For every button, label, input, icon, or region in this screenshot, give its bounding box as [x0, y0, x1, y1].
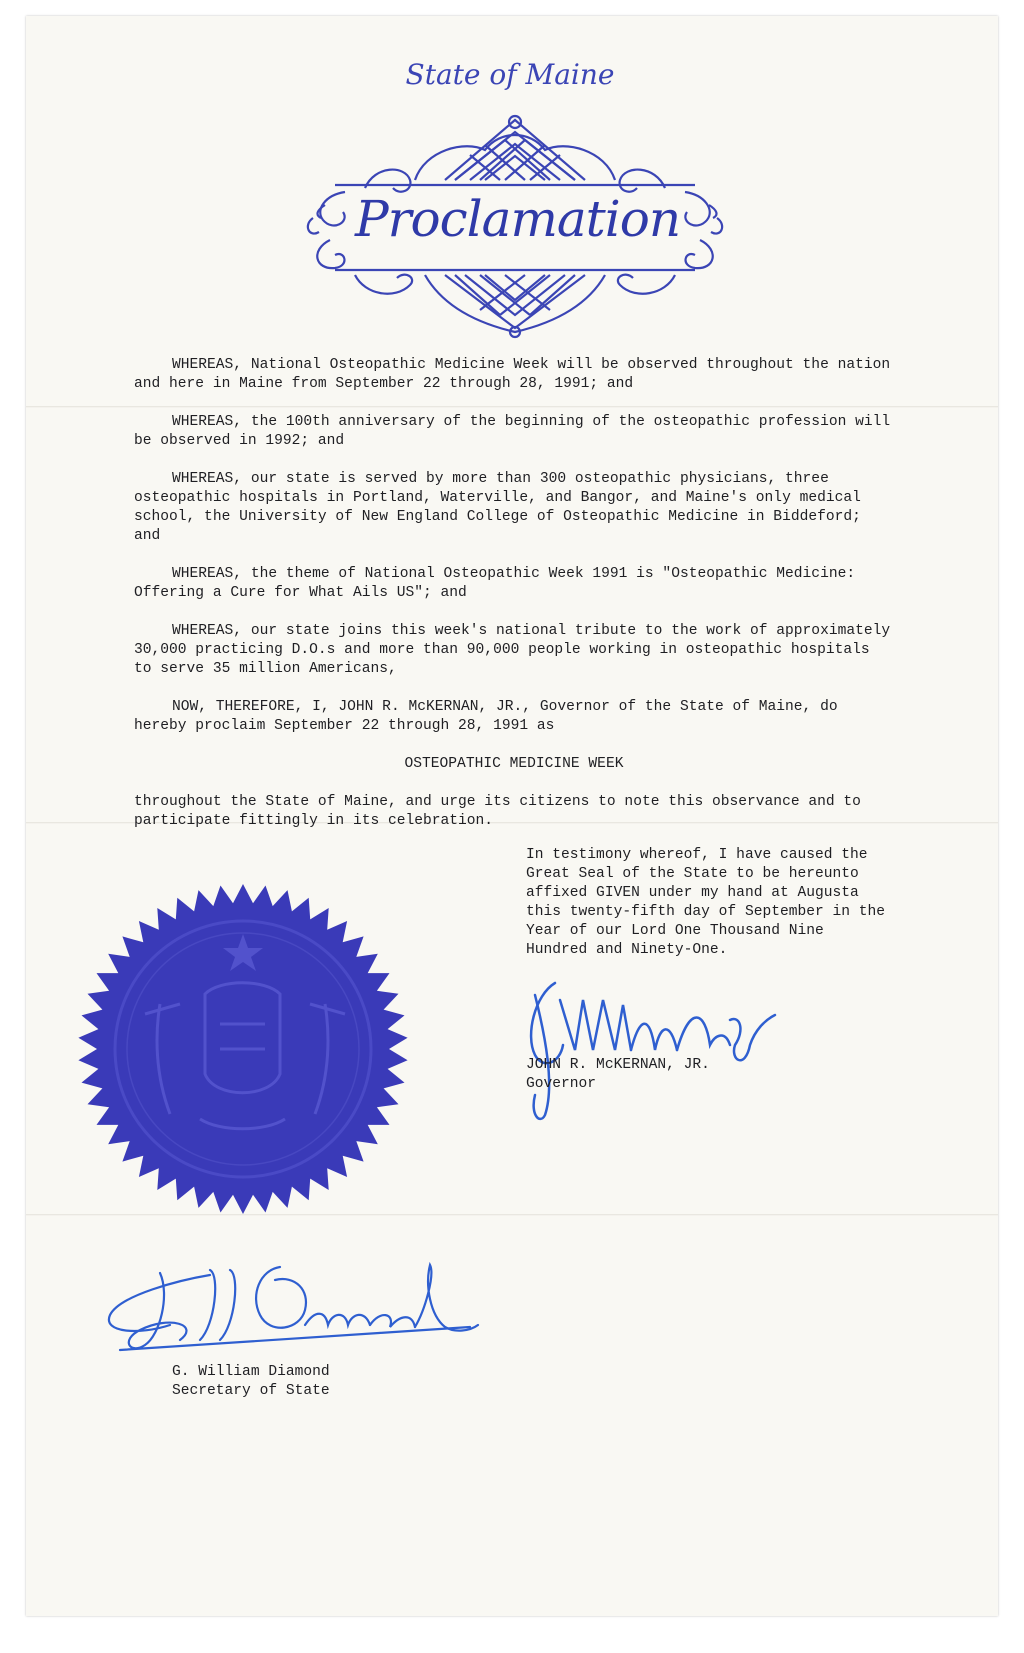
governor-name: JOHN R. McKERNAN, JR.: [526, 1057, 710, 1073]
closing-paragraph: throughout the State of Maine, and urge its citizens to note this observance and to participate fittingly in its celebration.: [134, 794, 861, 829]
whereas-paragraph: WHEREAS, our state is served by more than 300 osteopathic physicians, three osteopathic hospitals in Portland, Waterville, and Bangor, and Maine's only medical school, the University of New England College of Osteopathic Medicine in Biddeford; and: [134, 471, 861, 544]
testimony-paragraph: In testimony whereof, I have caused the Great Seal of the State to be hereunto affixed GIVEN under my hand at Augusta this twenty-fifth day of September in the Year of our Lord One Thousand Nine Hundred and Ninety-One.: [526, 847, 886, 958]
great-seal-icon: [70, 884, 416, 1214]
secretary-signature: [100, 1255, 480, 1365]
governor-title: Governor: [526, 1076, 597, 1092]
state-heading: State of Maine: [405, 58, 615, 91]
whereas-paragraph: WHEREAS, our state joins this week's national tribute to the work of approximately 30,000 practicing D.O.s and more than 90,000 people working in osteopathic hospitals to serve 35 million Americans,: [134, 623, 891, 677]
proclamation-paragraph: NOW, THEREFORE, I, JOHN R. McKERNAN, JR., Governor of the State of Maine, do hereby proclaim September 22 through 28, 1991 as: [134, 699, 838, 734]
proclamation-title: Proclamation: [355, 190, 681, 248]
proclamation-body: [134, 356, 894, 850]
secretary-name: G. William Diamond: [172, 1364, 330, 1380]
whereas-paragraph: WHEREAS, National Osteopathic Medicine Week will be observed throughout the nation and here in Maine from September 22 through 28, 1991; and: [134, 357, 891, 392]
whereas-paragraph: WHEREAS, the 100th anniversary of the beginning of the osteopathic profession will be observed in 1992; and: [134, 414, 891, 449]
governor-signature: [505, 975, 785, 1125]
secretary-title: Secretary of State: [172, 1383, 330, 1399]
proclaimed-week: OSTEOPATHIC MEDICINE WEEK: [404, 756, 624, 772]
whereas-paragraph: WHEREAS, the theme of National Osteopathic Week 1991 is "Osteopathic Medicine: Offering a Cure for What Ails US"; and: [134, 566, 856, 601]
fold-line: [26, 1214, 998, 1216]
